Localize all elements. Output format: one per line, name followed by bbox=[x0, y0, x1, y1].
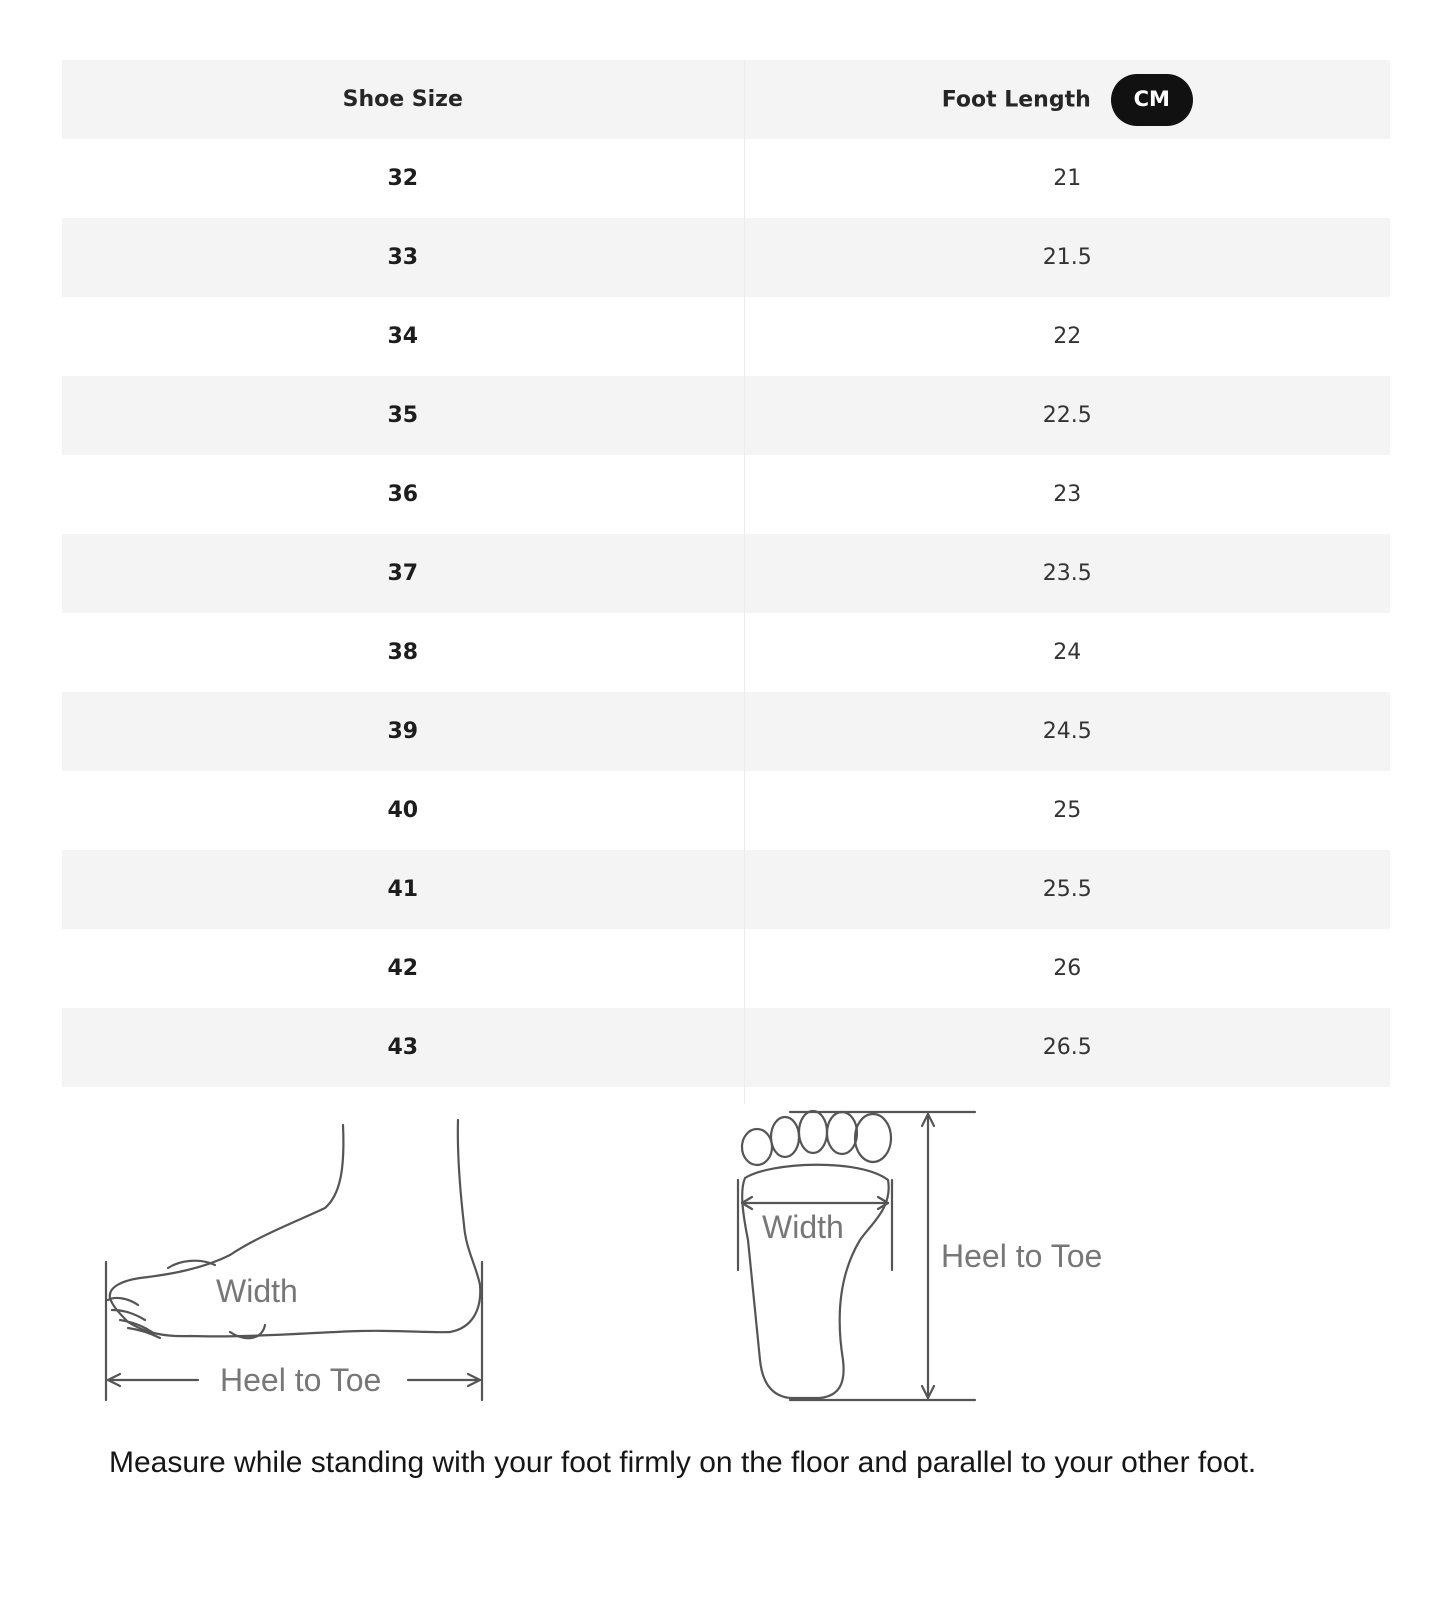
sole-foot-illustration bbox=[742, 1111, 891, 1398]
foot-length-cell: 21 bbox=[744, 139, 1390, 218]
side-width-label: Width bbox=[216, 1273, 298, 1309]
foot-length-header-cell bbox=[744, 60, 1390, 139]
foot-length-cell: 22.5 bbox=[744, 376, 1390, 455]
foot-measurement-diagram bbox=[0, 1100, 1449, 1430]
table-row bbox=[62, 534, 1390, 613]
table-row bbox=[62, 692, 1390, 771]
shoe-size-cell: 43 bbox=[387, 1035, 419, 1060]
size-chart-table bbox=[62, 60, 1390, 1087]
shoe-size-cell: 40 bbox=[387, 798, 419, 823]
table-row bbox=[62, 376, 1390, 455]
measurement-instruction: Measure while standing with your foot firmly on the floor and parallel to your other foot. bbox=[109, 1446, 1257, 1479]
foot-length-cell: 24 bbox=[744, 613, 1390, 692]
table-header-row bbox=[62, 60, 1390, 139]
shoe-size-cell: 38 bbox=[387, 640, 419, 665]
table-row bbox=[62, 771, 1390, 850]
table-row bbox=[62, 218, 1390, 297]
shoe-size-cell: 42 bbox=[387, 956, 419, 981]
table-row bbox=[62, 1008, 1390, 1087]
foot-length-cell: 23 bbox=[744, 455, 1390, 534]
table-row bbox=[62, 455, 1390, 534]
foot-length-cell: 22 bbox=[744, 297, 1390, 376]
sole-width-label: Width bbox=[762, 1209, 844, 1245]
shoe-size-cell: 33 bbox=[387, 245, 419, 270]
shoe-size-cell: 32 bbox=[387, 166, 419, 191]
foot-length-cell: 25.5 bbox=[744, 850, 1390, 929]
foot-length-cell: 26 bbox=[744, 929, 1390, 1008]
shoe-size-cell: 41 bbox=[387, 877, 419, 902]
foot-length-cell: 23.5 bbox=[744, 534, 1390, 613]
shoe-size-cell: 35 bbox=[387, 403, 419, 428]
table-row bbox=[62, 850, 1390, 929]
table-row bbox=[62, 139, 1390, 218]
sole-length-label: Heel to Toe bbox=[941, 1238, 1103, 1274]
table-row bbox=[62, 297, 1390, 376]
foot-length-cell: 25 bbox=[744, 771, 1390, 850]
size-rows bbox=[62, 139, 1390, 1087]
side-length-label: Heel to Toe bbox=[220, 1362, 382, 1398]
unit-toggle-button[interactable]: CM bbox=[1111, 74, 1193, 126]
shoe-size-cell: 36 bbox=[387, 482, 419, 507]
table-row bbox=[62, 929, 1390, 1008]
foot-length-header: Foot Length bbox=[941, 87, 1091, 112]
table-row bbox=[62, 613, 1390, 692]
foot-length-cell: 24.5 bbox=[744, 692, 1390, 771]
shoe-size-header: Shoe Size bbox=[342, 87, 463, 112]
shoe-size-cell: 37 bbox=[387, 561, 419, 586]
foot-length-cell: 26.5 bbox=[744, 1008, 1390, 1087]
foot-length-cell: 21.5 bbox=[744, 218, 1390, 297]
shoe-size-cell: 34 bbox=[387, 324, 419, 349]
shoe-size-cell: 39 bbox=[387, 719, 419, 744]
